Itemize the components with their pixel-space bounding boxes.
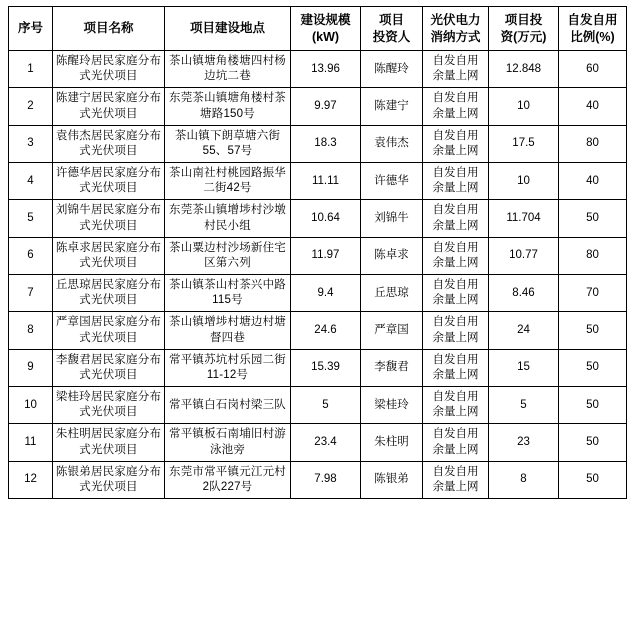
cell-location: 茶山镇增埗村塘边村塘督四巷 — [165, 312, 291, 349]
cell-project-name: 朱柱明居民家庭分布式光伏项目 — [53, 424, 165, 461]
cell-absorption-line1: 自发自用 — [432, 428, 479, 441]
cell-self-use-ratio: 80 — [559, 125, 627, 162]
cell-index: 6 — [9, 237, 53, 274]
column-header-location — [165, 7, 291, 51]
cell-self-use-ratio: 40 — [559, 88, 627, 125]
cell-project-name: 丘思琼居民家庭分布式光伏项目 — [53, 275, 165, 312]
cell-absorption-line1: 自发自用 — [432, 279, 479, 292]
table-row — [9, 424, 627, 461]
cell-absorption-line2: 余量上网 — [432, 144, 479, 157]
table-row — [9, 163, 627, 200]
cell-investment: 5 — [489, 387, 559, 424]
column-header-location-line1: 项目建设地点 — [189, 21, 265, 36]
table-header-row — [9, 7, 627, 51]
cell-investment: 11.704 — [489, 200, 559, 237]
column-header-self-use-ratio — [559, 7, 627, 51]
cell-project-name: 陈卓求居民家庭分布式光伏项目 — [53, 237, 165, 274]
column-header-investor-line2: 投资人 — [372, 29, 411, 44]
cell-absorption-line1: 自发自用 — [432, 316, 479, 329]
table-row — [9, 237, 627, 274]
cell-absorption-line1: 自发自用 — [432, 465, 479, 478]
cell-absorption-line2: 余量上网 — [432, 182, 479, 195]
cell-location: 茶山镇塘角楼塘四村杨边坑二巷 — [165, 51, 291, 88]
cell-project-name: 刘锦牛居民家庭分布式光伏项目 — [53, 200, 165, 237]
cell-investment: 23 — [489, 424, 559, 461]
cell-investment: 8 — [489, 461, 559, 498]
cell-absorption-line2: 余量上网 — [432, 294, 479, 307]
cell-scale: 11.97 — [291, 237, 361, 274]
cell-investor: 陈银弟 — [361, 461, 423, 498]
table-row — [9, 88, 627, 125]
cell-investment: 15 — [489, 349, 559, 386]
column-header-investment-line2: 资(万元) — [500, 29, 547, 44]
cell-absorption — [423, 51, 489, 88]
table-row — [9, 349, 627, 386]
column-header-scale-line2: (kW) — [311, 29, 340, 44]
cell-investment: 12.848 — [489, 51, 559, 88]
cell-absorption-line2: 余量上网 — [432, 70, 479, 83]
column-header-absorption — [423, 7, 489, 51]
cell-absorption — [423, 349, 489, 386]
cell-investor: 陈建宁 — [361, 88, 423, 125]
cell-scale: 9.4 — [291, 275, 361, 312]
column-header-scale-line1: 建设规模 — [300, 13, 351, 27]
table-row — [9, 312, 627, 349]
cell-index: 12 — [9, 461, 53, 498]
column-header-absorption-line2: 消纳方式 — [430, 29, 481, 44]
cell-location: 东莞茶山镇塘角楼村茶塘路150号 — [165, 88, 291, 125]
cell-investor: 陈醒玲 — [361, 51, 423, 88]
table-row — [9, 200, 627, 237]
cell-index: 2 — [9, 88, 53, 125]
cell-index: 10 — [9, 387, 53, 424]
cell-index: 1 — [9, 51, 53, 88]
cell-investor: 袁伟杰 — [361, 125, 423, 162]
cell-investor: 严章国 — [361, 312, 423, 349]
cell-location: 常平镇白石岗村梁三队 — [165, 387, 291, 424]
cell-location: 茶山粟边村沙场新住宅区第六列 — [165, 237, 291, 274]
cell-investor: 李馥君 — [361, 349, 423, 386]
column-header-self-use-ratio-line1: 自发自用 — [567, 13, 618, 27]
column-header-investor — [361, 7, 423, 51]
cell-absorption — [423, 461, 489, 498]
cell-location: 茶山镇茶山村茶兴中路115号 — [165, 275, 291, 312]
cell-scale: 5 — [291, 387, 361, 424]
cell-scale: 9.97 — [291, 88, 361, 125]
cell-scale: 24.6 — [291, 312, 361, 349]
distributed-pv-project-table — [8, 6, 627, 499]
cell-absorption-line1: 自发自用 — [432, 391, 479, 404]
cell-scale: 10.64 — [291, 200, 361, 237]
column-header-investment — [489, 7, 559, 51]
cell-location: 东莞茶山镇增埗村沙墩村民小组 — [165, 200, 291, 237]
cell-index: 7 — [9, 275, 53, 312]
cell-self-use-ratio: 70 — [559, 275, 627, 312]
table-row — [9, 461, 627, 498]
cell-self-use-ratio: 80 — [559, 237, 627, 274]
cell-scale: 18.3 — [291, 125, 361, 162]
cell-absorption-line2: 余量上网 — [432, 406, 479, 419]
cell-investment: 8.46 — [489, 275, 559, 312]
cell-index: 9 — [9, 349, 53, 386]
column-header-absorption-line1: 光伏电力 — [430, 13, 481, 27]
column-header-investor-line1: 项目 — [378, 13, 404, 27]
cell-self-use-ratio: 50 — [559, 312, 627, 349]
cell-investor: 陈卓求 — [361, 237, 423, 274]
cell-index: 3 — [9, 125, 53, 162]
column-header-index-line1: 序号 — [17, 21, 43, 36]
cell-location: 茶山南社村桃园路振华二街42号 — [165, 163, 291, 200]
cell-absorption-line2: 余量上网 — [432, 219, 479, 232]
cell-absorption — [423, 163, 489, 200]
cell-investor: 丘思琼 — [361, 275, 423, 312]
cell-absorption-line1: 自发自用 — [432, 353, 479, 366]
cell-investor: 刘锦牛 — [361, 200, 423, 237]
cell-self-use-ratio: 60 — [559, 51, 627, 88]
cell-self-use-ratio: 50 — [559, 424, 627, 461]
cell-project-name: 袁伟杰居民家庭分布式光伏项目 — [53, 125, 165, 162]
cell-absorption-line2: 余量上网 — [432, 256, 479, 269]
cell-index: 4 — [9, 163, 53, 200]
cell-project-name: 陈建宁居民家庭分布式光伏项目 — [53, 88, 165, 125]
cell-scale: 7.98 — [291, 461, 361, 498]
cell-absorption — [423, 200, 489, 237]
cell-absorption — [423, 125, 489, 162]
cell-self-use-ratio: 40 — [559, 163, 627, 200]
cell-investor: 梁桂玲 — [361, 387, 423, 424]
table-row — [9, 51, 627, 88]
column-header-scale — [291, 7, 361, 51]
cell-absorption-line1: 自发自用 — [432, 204, 479, 217]
cell-investor: 许德华 — [361, 163, 423, 200]
cell-project-name: 严章国居民家庭分布式光伏项目 — [53, 312, 165, 349]
cell-absorption-line2: 余量上网 — [432, 107, 479, 120]
cell-project-name: 陈银弟居民家庭分布式光伏项目 — [53, 461, 165, 498]
cell-absorption-line1: 自发自用 — [432, 55, 479, 67]
cell-absorption-line1: 自发自用 — [432, 167, 479, 180]
cell-scale: 13.96 — [291, 51, 361, 88]
cell-project-name: 许德华居民家庭分布式光伏项目 — [53, 163, 165, 200]
cell-absorption-line1: 自发自用 — [432, 129, 479, 142]
cell-investment: 10 — [489, 88, 559, 125]
cell-index: 8 — [9, 312, 53, 349]
cell-project-name: 梁桂玲居民家庭分布式光伏项目 — [53, 387, 165, 424]
cell-absorption-line2: 余量上网 — [432, 368, 479, 381]
column-header-project-name — [53, 7, 165, 51]
cell-scale: 15.39 — [291, 349, 361, 386]
cell-self-use-ratio: 50 — [559, 349, 627, 386]
cell-investment: 10 — [489, 163, 559, 200]
table-row — [9, 387, 627, 424]
column-header-index — [9, 7, 53, 51]
cell-absorption — [423, 275, 489, 312]
cell-absorption-line2: 余量上网 — [432, 480, 479, 493]
cell-location: 常平镇板石南埔旧村游泳池旁 — [165, 424, 291, 461]
cell-absorption-line2: 余量上网 — [432, 443, 479, 456]
cell-absorption-line1: 自发自用 — [432, 92, 479, 105]
cell-index: 11 — [9, 424, 53, 461]
cell-absorption — [423, 88, 489, 125]
cell-investor: 朱柱明 — [361, 424, 423, 461]
cell-absorption — [423, 237, 489, 274]
cell-location: 东莞市常平镇元江元村2队227号 — [165, 461, 291, 498]
cell-index: 5 — [9, 200, 53, 237]
cell-absorption-line2: 余量上网 — [432, 331, 479, 344]
column-header-investment-line1: 项目投 — [504, 13, 543, 27]
column-header-project-name-line1: 项目名称 — [83, 21, 134, 36]
cell-absorption — [423, 387, 489, 424]
table-row — [9, 125, 627, 162]
column-header-self-use-ratio-line2: 比例(%) — [570, 29, 615, 44]
cell-self-use-ratio: 50 — [559, 200, 627, 237]
cell-location: 常平镇苏坑村乐园二街11-12号 — [165, 349, 291, 386]
cell-absorption — [423, 312, 489, 349]
cell-location: 茶山镇下朗草塘六街55、57号 — [165, 125, 291, 162]
table-row — [9, 275, 627, 312]
cell-scale: 23.4 — [291, 424, 361, 461]
cell-investment: 24 — [489, 312, 559, 349]
cell-investment: 17.5 — [489, 125, 559, 162]
cell-investment: 10.77 — [489, 237, 559, 274]
cell-scale: 11.11 — [291, 163, 361, 200]
cell-project-name: 李馥君居民家庭分布式光伏项目 — [53, 349, 165, 386]
cell-self-use-ratio: 50 — [559, 461, 627, 498]
cell-self-use-ratio: 50 — [559, 387, 627, 424]
cell-absorption — [423, 424, 489, 461]
cell-absorption-line1: 自发自用 — [432, 241, 479, 254]
cell-project-name: 陈醒玲居民家庭分布式光伏项目 — [53, 51, 165, 88]
